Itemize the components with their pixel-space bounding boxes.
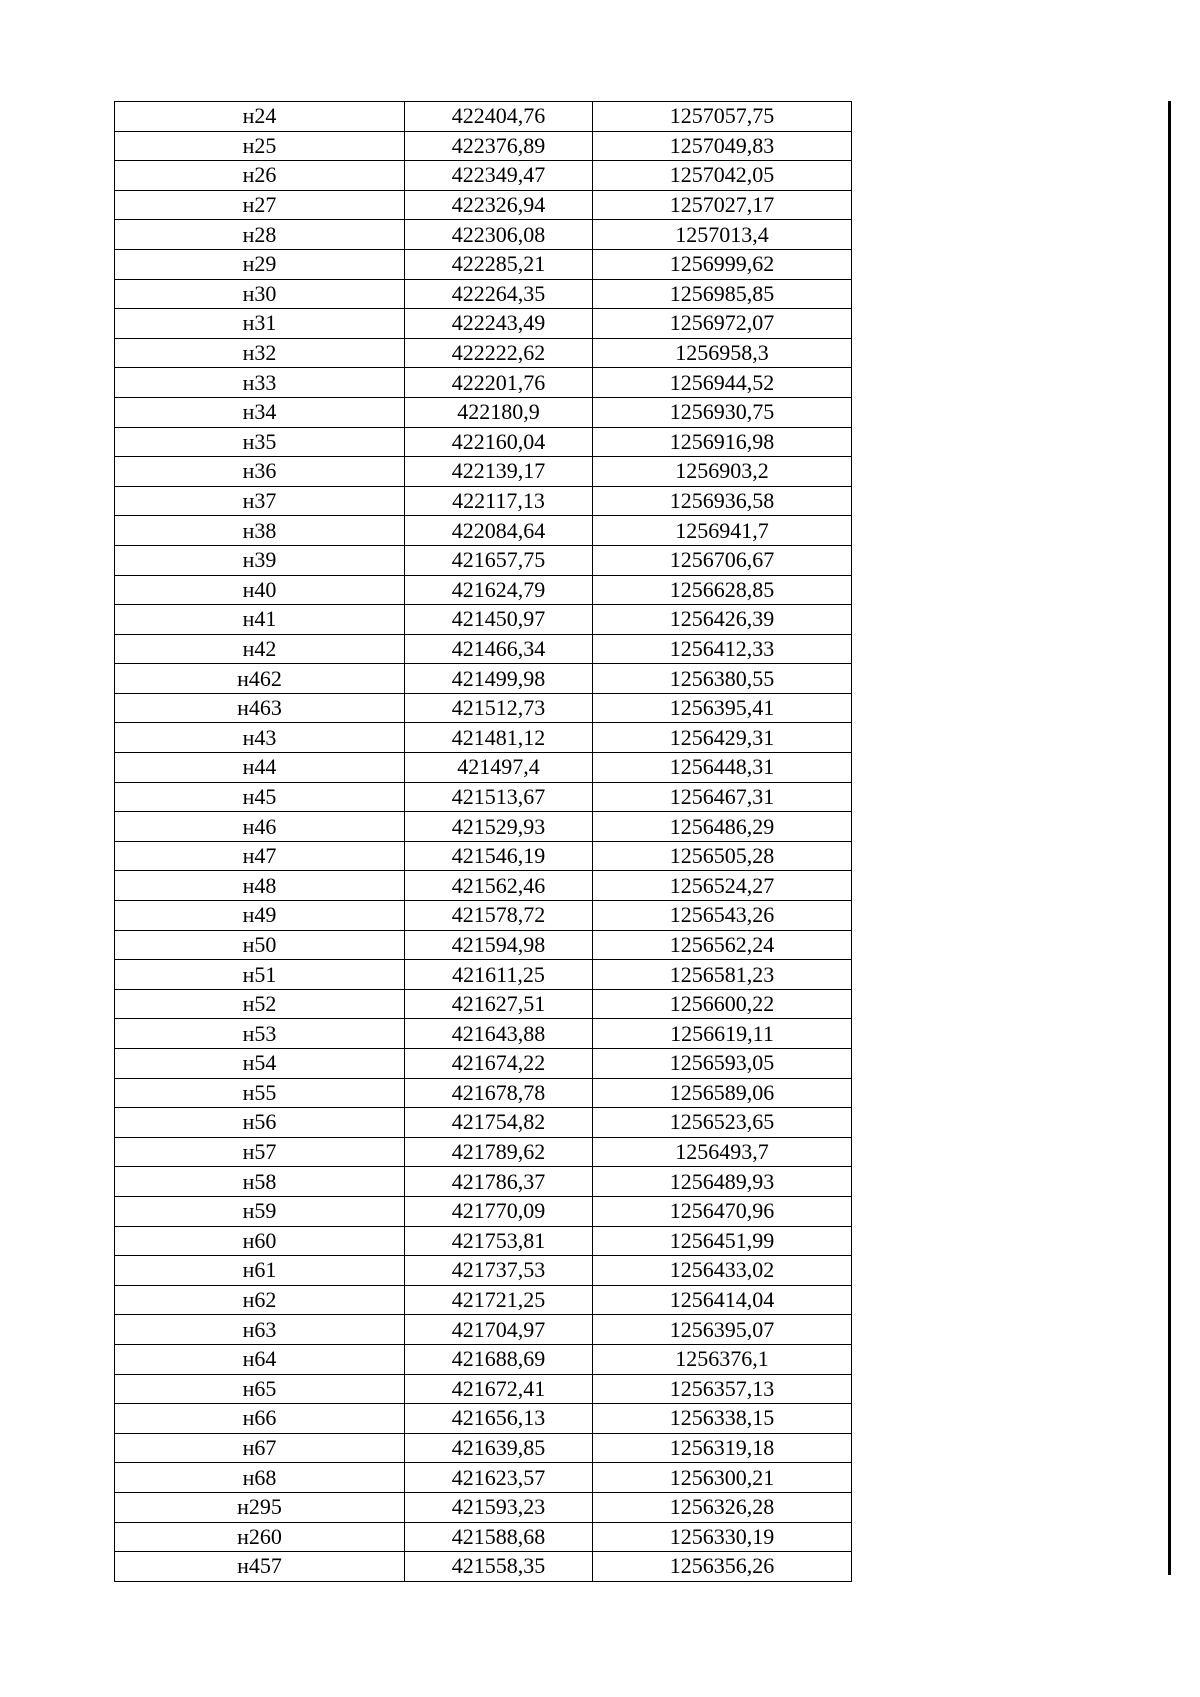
y-coordinate-cell: 1256429,31 bbox=[593, 723, 852, 753]
table-row bbox=[115, 841, 852, 871]
x-coordinate-cell: 421594,98 bbox=[405, 930, 593, 960]
x-coordinate-cell: 421656,13 bbox=[405, 1404, 593, 1434]
table-row bbox=[115, 812, 852, 842]
point-name-cell: н37 bbox=[115, 486, 405, 516]
y-coordinate-cell: 1256916,98 bbox=[593, 427, 852, 457]
y-coordinate-cell: 1256903,2 bbox=[593, 457, 852, 487]
y-coordinate-cell: 1256412,33 bbox=[593, 634, 852, 664]
point-name-cell: н457 bbox=[115, 1552, 405, 1582]
coordinates-table bbox=[114, 101, 852, 1582]
x-coordinate-cell: 422139,17 bbox=[405, 457, 593, 487]
x-coordinate-cell: 421499,98 bbox=[405, 664, 593, 694]
x-coordinate-cell: 422264,35 bbox=[405, 279, 593, 309]
point-name-cell: н67 bbox=[115, 1433, 405, 1463]
y-coordinate-cell: 1256300,21 bbox=[593, 1463, 852, 1493]
table-row bbox=[115, 1108, 852, 1138]
point-name-cell: н60 bbox=[115, 1226, 405, 1256]
point-name-cell: н34 bbox=[115, 397, 405, 427]
table-row bbox=[115, 1285, 852, 1315]
table-row bbox=[115, 871, 852, 901]
point-name-cell: н260 bbox=[115, 1522, 405, 1552]
x-coordinate-cell: 421578,72 bbox=[405, 901, 593, 931]
point-name-cell: н31 bbox=[115, 309, 405, 339]
table-row bbox=[115, 397, 852, 427]
point-name-cell: н58 bbox=[115, 1167, 405, 1197]
table-row bbox=[115, 693, 852, 723]
y-coordinate-cell: 1256941,7 bbox=[593, 516, 852, 546]
y-coordinate-cell: 1256593,05 bbox=[593, 1049, 852, 1079]
y-coordinate-cell: 1256380,55 bbox=[593, 664, 852, 694]
point-name-cell: н53 bbox=[115, 1019, 405, 1049]
x-coordinate-cell: 422404,76 bbox=[405, 102, 593, 132]
x-coordinate-cell: 421643,88 bbox=[405, 1019, 593, 1049]
x-coordinate-cell: 422285,21 bbox=[405, 249, 593, 279]
point-name-cell: н35 bbox=[115, 427, 405, 457]
point-name-cell: н28 bbox=[115, 220, 405, 250]
y-coordinate-cell: 1256972,07 bbox=[593, 309, 852, 339]
y-coordinate-cell: 1256589,06 bbox=[593, 1078, 852, 1108]
table-row bbox=[115, 1433, 852, 1463]
point-name-cell: н55 bbox=[115, 1078, 405, 1108]
table-row bbox=[115, 1315, 852, 1345]
x-coordinate-cell: 421588,68 bbox=[405, 1522, 593, 1552]
y-coordinate-cell: 1256944,52 bbox=[593, 368, 852, 398]
table-row bbox=[115, 634, 852, 664]
coordinates-table-body bbox=[115, 102, 852, 1582]
point-name-cell: н64 bbox=[115, 1344, 405, 1374]
table-row bbox=[115, 1344, 852, 1374]
point-name-cell: н59 bbox=[115, 1196, 405, 1226]
point-name-cell: н462 bbox=[115, 664, 405, 694]
point-name-cell: н27 bbox=[115, 190, 405, 220]
x-coordinate-cell: 422376,89 bbox=[405, 131, 593, 161]
point-name-cell: н44 bbox=[115, 753, 405, 783]
point-name-cell: н295 bbox=[115, 1492, 405, 1522]
point-name-cell: н51 bbox=[115, 960, 405, 990]
point-name-cell: н463 bbox=[115, 693, 405, 723]
page-border-line bbox=[1168, 101, 1171, 1575]
point-name-cell: н68 bbox=[115, 1463, 405, 1493]
y-coordinate-cell: 1256628,85 bbox=[593, 575, 852, 605]
table-row bbox=[115, 427, 852, 457]
table-row bbox=[115, 1137, 852, 1167]
point-name-cell: н26 bbox=[115, 161, 405, 191]
table-row bbox=[115, 1167, 852, 1197]
x-coordinate-cell: 422117,13 bbox=[405, 486, 593, 516]
table-row bbox=[115, 1492, 852, 1522]
table-row bbox=[115, 575, 852, 605]
x-coordinate-cell: 421672,41 bbox=[405, 1374, 593, 1404]
x-coordinate-cell: 422243,49 bbox=[405, 309, 593, 339]
y-coordinate-cell: 1256524,27 bbox=[593, 871, 852, 901]
table-row bbox=[115, 1552, 852, 1582]
x-coordinate-cell: 421674,22 bbox=[405, 1049, 593, 1079]
table-row bbox=[115, 723, 852, 753]
y-coordinate-cell: 1256930,75 bbox=[593, 397, 852, 427]
x-coordinate-cell: 421627,51 bbox=[405, 989, 593, 1019]
x-coordinate-cell: 421754,82 bbox=[405, 1108, 593, 1138]
y-coordinate-cell: 1256958,3 bbox=[593, 338, 852, 368]
y-coordinate-cell: 1256448,31 bbox=[593, 753, 852, 783]
y-coordinate-cell: 1256493,7 bbox=[593, 1137, 852, 1167]
table-row bbox=[115, 782, 852, 812]
table-row bbox=[115, 368, 852, 398]
point-name-cell: н57 bbox=[115, 1137, 405, 1167]
point-name-cell: н56 bbox=[115, 1108, 405, 1138]
y-coordinate-cell: 1256376,1 bbox=[593, 1344, 852, 1374]
x-coordinate-cell: 421704,97 bbox=[405, 1315, 593, 1345]
point-name-cell: н30 bbox=[115, 279, 405, 309]
x-coordinate-cell: 421789,62 bbox=[405, 1137, 593, 1167]
table-row bbox=[115, 930, 852, 960]
x-coordinate-cell: 422160,04 bbox=[405, 427, 593, 457]
point-name-cell: н62 bbox=[115, 1285, 405, 1315]
point-name-cell: н39 bbox=[115, 545, 405, 575]
table-row bbox=[115, 753, 852, 783]
table-row bbox=[115, 1196, 852, 1226]
table-row bbox=[115, 486, 852, 516]
x-coordinate-cell: 422349,47 bbox=[405, 161, 593, 191]
x-coordinate-cell: 421529,93 bbox=[405, 812, 593, 842]
point-name-cell: н47 bbox=[115, 841, 405, 871]
point-name-cell: н54 bbox=[115, 1049, 405, 1079]
point-name-cell: н49 bbox=[115, 901, 405, 931]
x-coordinate-cell: 422326,94 bbox=[405, 190, 593, 220]
table-row bbox=[115, 1256, 852, 1286]
x-coordinate-cell: 422222,62 bbox=[405, 338, 593, 368]
point-name-cell: н45 bbox=[115, 782, 405, 812]
table-row bbox=[115, 457, 852, 487]
point-name-cell: н33 bbox=[115, 368, 405, 398]
table-row bbox=[115, 1522, 852, 1552]
x-coordinate-cell: 421466,34 bbox=[405, 634, 593, 664]
x-coordinate-cell: 421450,97 bbox=[405, 605, 593, 635]
table-row bbox=[115, 220, 852, 250]
y-coordinate-cell: 1256395,07 bbox=[593, 1315, 852, 1345]
x-coordinate-cell: 422180,9 bbox=[405, 397, 593, 427]
point-name-cell: н24 bbox=[115, 102, 405, 132]
point-name-cell: н52 bbox=[115, 989, 405, 1019]
table-row bbox=[115, 102, 852, 132]
x-coordinate-cell: 422306,08 bbox=[405, 220, 593, 250]
y-coordinate-cell: 1256936,58 bbox=[593, 486, 852, 516]
table-row bbox=[115, 1226, 852, 1256]
table-row bbox=[115, 960, 852, 990]
y-coordinate-cell: 1256600,22 bbox=[593, 989, 852, 1019]
x-coordinate-cell: 421481,12 bbox=[405, 723, 593, 753]
y-coordinate-cell: 1256326,28 bbox=[593, 1492, 852, 1522]
table-row bbox=[115, 989, 852, 1019]
y-coordinate-cell: 1256395,41 bbox=[593, 693, 852, 723]
y-coordinate-cell: 1256543,26 bbox=[593, 901, 852, 931]
y-coordinate-cell: 1256433,02 bbox=[593, 1256, 852, 1286]
x-coordinate-cell: 421639,85 bbox=[405, 1433, 593, 1463]
point-name-cell: н43 bbox=[115, 723, 405, 753]
y-coordinate-cell: 1257013,4 bbox=[593, 220, 852, 250]
x-coordinate-cell: 421688,69 bbox=[405, 1344, 593, 1374]
y-coordinate-cell: 1256426,39 bbox=[593, 605, 852, 635]
table-row bbox=[115, 516, 852, 546]
point-name-cell: н41 bbox=[115, 605, 405, 635]
y-coordinate-cell: 1256414,04 bbox=[593, 1285, 852, 1315]
y-coordinate-cell: 1256467,31 bbox=[593, 782, 852, 812]
table-row bbox=[115, 338, 852, 368]
y-coordinate-cell: 1256470,96 bbox=[593, 1196, 852, 1226]
point-name-cell: н36 bbox=[115, 457, 405, 487]
y-coordinate-cell: 1256451,99 bbox=[593, 1226, 852, 1256]
table-row bbox=[115, 1463, 852, 1493]
x-coordinate-cell: 421770,09 bbox=[405, 1196, 593, 1226]
x-coordinate-cell: 421512,73 bbox=[405, 693, 593, 723]
y-coordinate-cell: 1257027,17 bbox=[593, 190, 852, 220]
x-coordinate-cell: 421546,19 bbox=[405, 841, 593, 871]
point-name-cell: н32 bbox=[115, 338, 405, 368]
point-name-cell: н63 bbox=[115, 1315, 405, 1345]
table-row bbox=[115, 605, 852, 635]
table-row bbox=[115, 1078, 852, 1108]
y-coordinate-cell: 1257042,05 bbox=[593, 161, 852, 191]
x-coordinate-cell: 422084,64 bbox=[405, 516, 593, 546]
point-name-cell: н65 bbox=[115, 1374, 405, 1404]
point-name-cell: н66 bbox=[115, 1404, 405, 1434]
y-coordinate-cell: 1256985,85 bbox=[593, 279, 852, 309]
point-name-cell: н50 bbox=[115, 930, 405, 960]
y-coordinate-cell: 1256357,13 bbox=[593, 1374, 852, 1404]
point-name-cell: н48 bbox=[115, 871, 405, 901]
x-coordinate-cell: 421611,25 bbox=[405, 960, 593, 990]
point-name-cell: н40 bbox=[115, 575, 405, 605]
y-coordinate-cell: 1256330,19 bbox=[593, 1522, 852, 1552]
y-coordinate-cell: 1256581,23 bbox=[593, 960, 852, 990]
y-coordinate-cell: 1256338,15 bbox=[593, 1404, 852, 1434]
x-coordinate-cell: 421623,57 bbox=[405, 1463, 593, 1493]
table-row bbox=[115, 279, 852, 309]
y-coordinate-cell: 1256523,65 bbox=[593, 1108, 852, 1138]
table-row bbox=[115, 1404, 852, 1434]
table-row bbox=[115, 249, 852, 279]
table-row bbox=[115, 1019, 852, 1049]
table-row bbox=[115, 1049, 852, 1079]
y-coordinate-cell: 1256356,26 bbox=[593, 1552, 852, 1582]
y-coordinate-cell: 1256562,24 bbox=[593, 930, 852, 960]
table-row bbox=[115, 545, 852, 575]
table-row bbox=[115, 664, 852, 694]
point-name-cell: н38 bbox=[115, 516, 405, 546]
y-coordinate-cell: 1256706,67 bbox=[593, 545, 852, 575]
table-row bbox=[115, 309, 852, 339]
point-name-cell: н46 bbox=[115, 812, 405, 842]
y-coordinate-cell: 1256486,29 bbox=[593, 812, 852, 842]
x-coordinate-cell: 421753,81 bbox=[405, 1226, 593, 1256]
x-coordinate-cell: 421497,4 bbox=[405, 753, 593, 783]
y-coordinate-cell: 1256505,28 bbox=[593, 841, 852, 871]
y-coordinate-cell: 1256999,62 bbox=[593, 249, 852, 279]
point-name-cell: н25 bbox=[115, 131, 405, 161]
point-name-cell: н61 bbox=[115, 1256, 405, 1286]
x-coordinate-cell: 422201,76 bbox=[405, 368, 593, 398]
table-row bbox=[115, 1374, 852, 1404]
y-coordinate-cell: 1256489,93 bbox=[593, 1167, 852, 1197]
y-coordinate-cell: 1257049,83 bbox=[593, 131, 852, 161]
table-row bbox=[115, 901, 852, 931]
x-coordinate-cell: 421786,37 bbox=[405, 1167, 593, 1197]
x-coordinate-cell: 421657,75 bbox=[405, 545, 593, 575]
table-row bbox=[115, 161, 852, 191]
point-name-cell: н29 bbox=[115, 249, 405, 279]
x-coordinate-cell: 421721,25 bbox=[405, 1285, 593, 1315]
x-coordinate-cell: 421737,53 bbox=[405, 1256, 593, 1286]
y-coordinate-cell: 1257057,75 bbox=[593, 102, 852, 132]
y-coordinate-cell: 1256619,11 bbox=[593, 1019, 852, 1049]
x-coordinate-cell: 421593,23 bbox=[405, 1492, 593, 1522]
table-row bbox=[115, 190, 852, 220]
table-row bbox=[115, 131, 852, 161]
y-coordinate-cell: 1256319,18 bbox=[593, 1433, 852, 1463]
x-coordinate-cell: 421513,67 bbox=[405, 782, 593, 812]
x-coordinate-cell: 421624,79 bbox=[405, 575, 593, 605]
point-name-cell: н42 bbox=[115, 634, 405, 664]
x-coordinate-cell: 421558,35 bbox=[405, 1552, 593, 1582]
x-coordinate-cell: 421678,78 bbox=[405, 1078, 593, 1108]
x-coordinate-cell: 421562,46 bbox=[405, 871, 593, 901]
